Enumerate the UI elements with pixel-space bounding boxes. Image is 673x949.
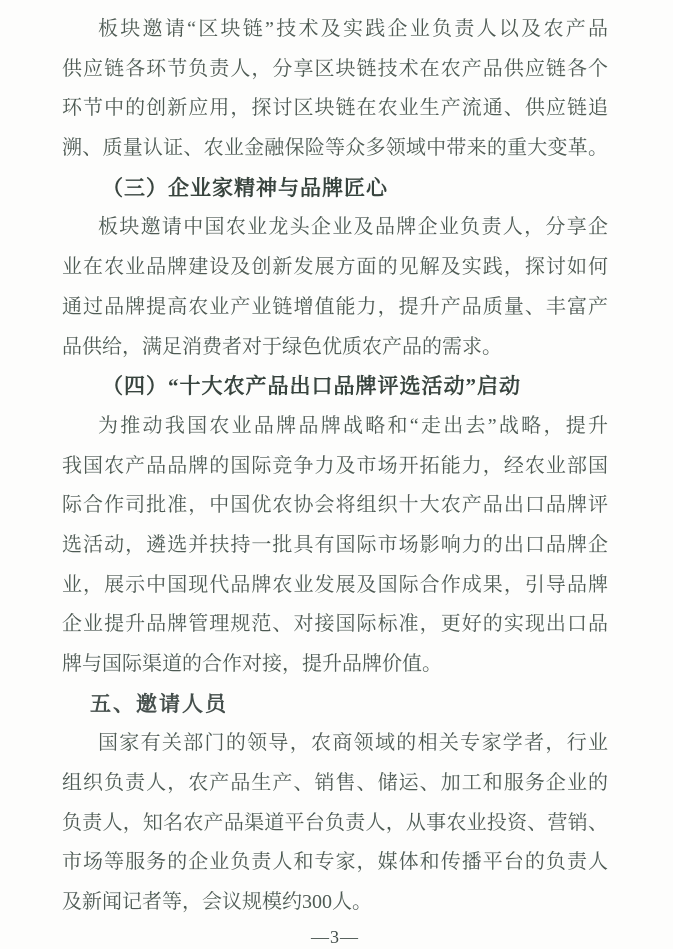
- text-line: 环节中的创新应用，探讨区块链在农业生产流通、供应链追: [62, 97, 608, 120]
- text-line: 业在农业品牌建设及创新发展方面的见解及实践，探讨如何: [62, 256, 608, 279]
- text-line: 牌与国际渠道的合作对接，提升品牌价值。: [62, 653, 442, 675]
- paragraph-export-brand-campaign: [62, 407, 608, 685]
- text-line: 业，展示中国现代品牌农业发展及国际合作成果，引导品牌: [62, 573, 608, 596]
- text-line: 国家有关部门的领导，农商领域的相关专家学者，行业: [98, 732, 608, 755]
- section-heading-4: （四）“十大农产品出口品牌评选活动”启动: [102, 374, 521, 399]
- text-line: 负责人，知名农产品渠道平台负责人，从事农业投资、营销、: [62, 811, 608, 834]
- text-line: 及新闻记者等，会议规模约300人。: [62, 891, 372, 914]
- text-line: 供应链各环节负责人，分享区块链技术在农产品供应链各个: [62, 57, 608, 80]
- page-number: —3—: [311, 926, 359, 947]
- text-line: 溯、质量认证、农业金融保险等众多领域中带来的重大变革。: [62, 137, 608, 160]
- text-line: 我国农产品品牌的国际竞争力及市场开拓能力，经农业部国: [62, 454, 608, 477]
- text-line: 际合作司批准，中国优农协会将组织十大农产品出口品牌评: [62, 494, 608, 517]
- paragraph-brand: [62, 208, 608, 367]
- text-line: 为推动我国农业品牌品牌战略和“走出去”战略，提升: [98, 414, 608, 437]
- text-line: 企业提升品牌管理规范、对接国际标准，更好的实现出口品: [62, 613, 608, 636]
- text-line: 组织负责人，农产品生产、销售、储运、加工和服务企业的: [62, 772, 608, 795]
- paragraph-blockchain: [62, 10, 608, 169]
- text-line: 品供给，满足消费者对于绿色优质农产品的需求。: [62, 335, 502, 358]
- section-heading-5: 五、邀请人员: [90, 692, 228, 716]
- text-line: 板块邀请“区块链”技术及实践企业负责人以及农产品: [98, 18, 608, 40]
- text-line: 通过品牌提高农业产业链增值能力，提升产品质量、丰富产: [62, 295, 608, 318]
- text-line: 市场等服务的企业负责人和专家，媒体和传播平台的负责人: [62, 851, 608, 874]
- text-line: 板块邀请中国农业龙头企业及品牌企业负责人，分享企: [98, 216, 608, 239]
- section-heading-3: （三）企业家精神与品牌匠心: [102, 175, 388, 200]
- paragraph-attendees: [62, 724, 608, 922]
- text-line: 选活动，遴选并扶持一批具有国际市场影响力的出口品牌企: [62, 533, 608, 556]
